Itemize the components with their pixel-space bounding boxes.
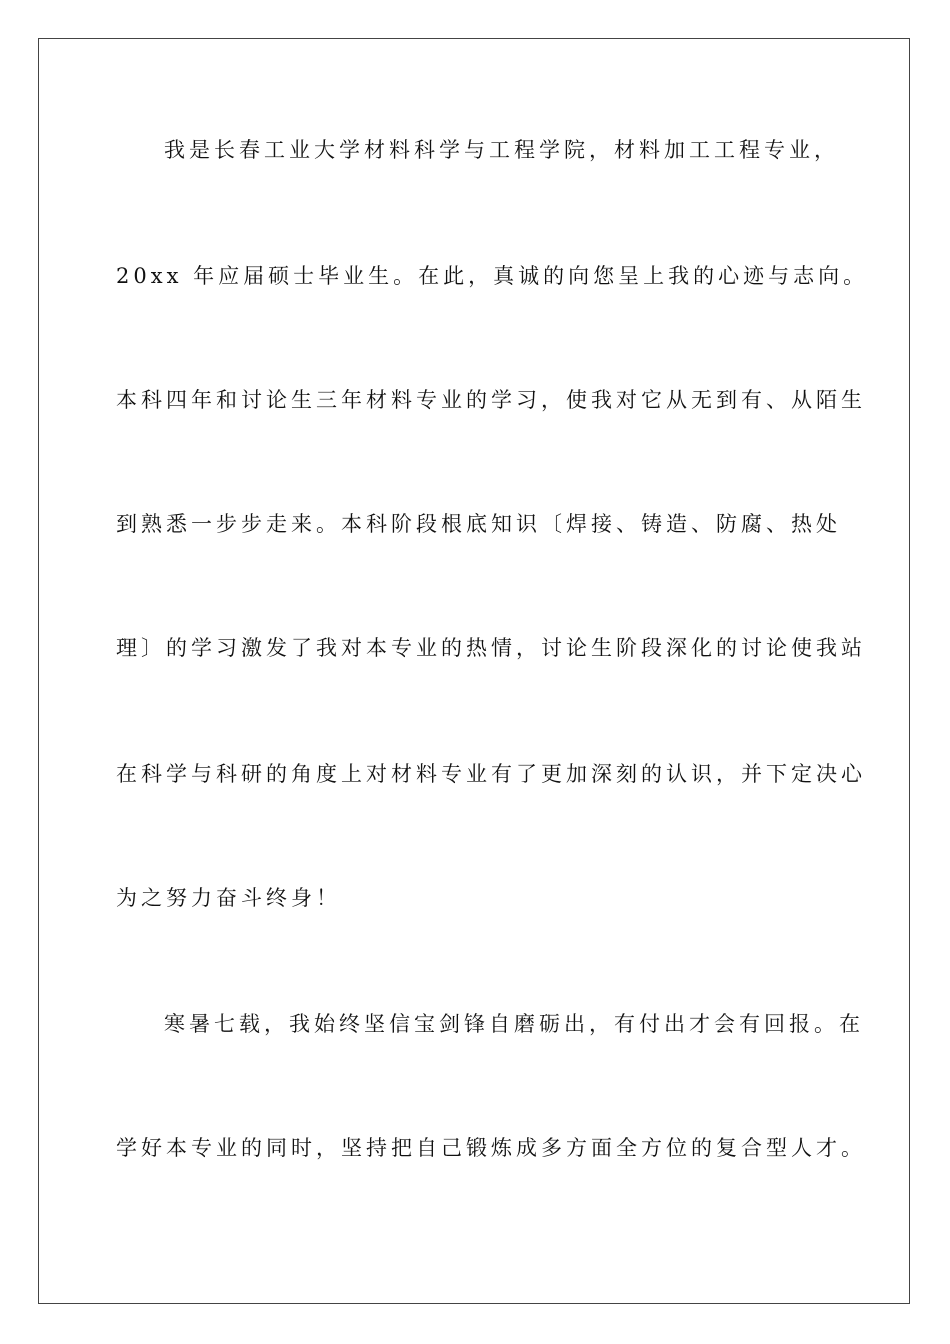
paragraph-line-7: 为之努力奋斗终身！ (116, 886, 341, 910)
page-frame (38, 38, 910, 1304)
paragraph-line-9: 学好本专业的同时，坚持把自己锻炼成多方面全方位的复合型人才。 (116, 1136, 866, 1160)
paragraph-line-6: 在科学与科研的角度上对材料专业有了更加深刻的认识，并下定决心 (116, 762, 866, 786)
paragraph-line-8: 寒暑七载，我始终坚信宝剑锋自磨砺出，有付出才会有回报。在 (164, 1012, 864, 1036)
paragraph-line-4: 到熟悉一步步走来。本科阶段根底知识〔焊接、铸造、防腐、热处 (116, 512, 841, 536)
paragraph-line-5: 理〕的学习激发了我对本专业的热情，讨论生阶段深化的讨论使我站 (116, 636, 866, 660)
paragraph-line-1: 我是长春工业大学材料科学与工程学院，材料加工工程专业， (164, 138, 839, 162)
paragraph-line-2: 20xx 年应届硕士毕业生。在此，真诚的向您呈上我的心迹与志向。 (116, 264, 869, 288)
paragraph-line-3: 本科四年和讨论生三年材料专业的学习，使我对它从无到有、从陌生 (116, 388, 866, 412)
